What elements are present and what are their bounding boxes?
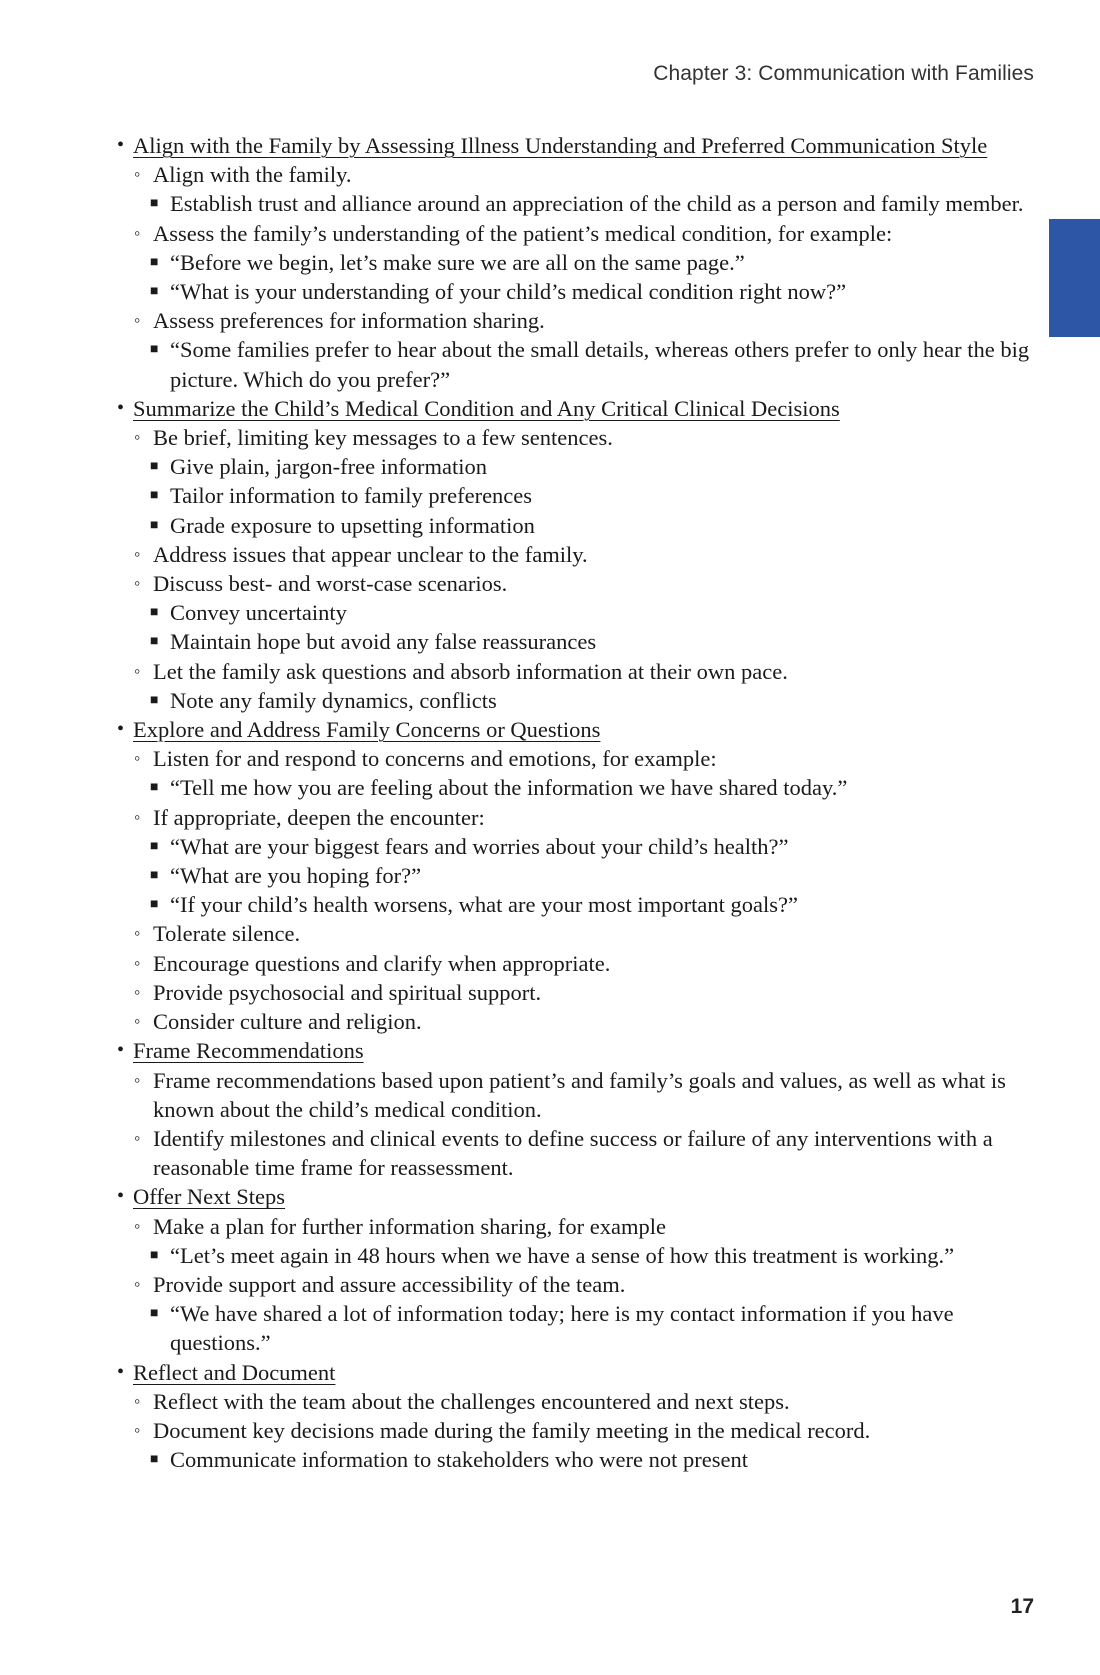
bullet-circle-icon: ◦ xyxy=(134,573,141,594)
list-item xyxy=(117,978,1034,1007)
list-item xyxy=(117,949,1034,978)
list-item xyxy=(117,219,1034,248)
bullet-circle-icon: ◦ xyxy=(134,427,141,448)
sub-list-item-text: “What are you hoping for?” xyxy=(170,863,422,889)
list-item-text: Make a plan for further information sharing, for example xyxy=(153,1213,666,1239)
sub-list-item xyxy=(117,598,1034,627)
list-item xyxy=(117,423,1034,452)
bullet-square-icon: ■ xyxy=(150,196,159,212)
bullet-circle-icon: ◦ xyxy=(134,222,141,243)
sub-list-item-text: “What is your understanding of your child’s medical condition right now?” xyxy=(170,279,847,305)
sub-list-item xyxy=(117,248,1034,277)
sub-list-item xyxy=(117,335,1034,393)
sub-list-item xyxy=(117,686,1034,715)
bullet-square-icon: ■ xyxy=(150,488,159,504)
list-item-text: Encourage questions and clarify when appropriate. xyxy=(153,950,611,976)
sub-list-item xyxy=(117,861,1034,890)
bullet-square-icon: ■ xyxy=(150,780,159,796)
list-item-text: Listen for and respond to concerns and emotions, for example: xyxy=(153,746,717,772)
bullet-square-icon: ■ xyxy=(150,1452,159,1468)
sub-list-item xyxy=(117,627,1034,656)
section-item xyxy=(117,1358,1034,1387)
list-item xyxy=(117,657,1034,686)
bullet-circle-icon: ◦ xyxy=(134,310,141,331)
list-item xyxy=(117,160,1034,189)
section-item xyxy=(117,1036,1034,1065)
list-item xyxy=(117,1124,1034,1182)
list-item xyxy=(117,1416,1034,1445)
sub-list-item-text: “Let’s meet again in 48 hours when we have a sense of how this treatment is working.” xyxy=(170,1242,955,1268)
sub-list-item-text: Communicate information to stakeholders who were not present xyxy=(170,1447,748,1473)
bullet-square-icon: ■ xyxy=(150,868,159,884)
bullet-square-icon: ■ xyxy=(150,634,159,650)
sub-list-item-text: Establish trust and alliance around an appreciation of the child as a person and family member. xyxy=(170,191,1024,217)
list-item-text: Reflect with the team about the challenges encountered and next steps. xyxy=(153,1388,790,1414)
sub-list-item xyxy=(117,1445,1034,1474)
sub-list-item-text: “Some families prefer to hear about the small details, whereas others prefer to only hear the big picture. Which do you prefer?” xyxy=(170,337,1030,392)
bullet-circle-icon: ◦ xyxy=(134,981,141,1002)
sub-list-item-text: Tailor information to family preferences xyxy=(170,483,533,509)
section-item xyxy=(117,131,1034,160)
list-item-text: Provide support and assure accessibility of the team. xyxy=(153,1271,626,1297)
sub-list-item-text: “What are your biggest fears and worries about your child’s health?” xyxy=(170,833,789,859)
section-heading: Align with the Family by Assessing Illness Understanding and Preferred Communication Style xyxy=(133,133,988,158)
sub-list-item xyxy=(117,452,1034,481)
section-heading: Explore and Address Family Concerns or Questions xyxy=(133,717,601,743)
sub-list-item-text: “We have shared a lot of information today; here is my contact information if you have questions.” xyxy=(170,1301,954,1356)
bullet-circle-icon: ◦ xyxy=(134,164,141,185)
document-body xyxy=(117,131,1034,1474)
list-item xyxy=(117,744,1034,773)
section-item xyxy=(117,394,1034,423)
list-item-text: Provide psychosocial and spiritual support. xyxy=(153,979,542,1005)
list-item xyxy=(117,1066,1034,1124)
sub-list-item-text: Convey uncertainty xyxy=(170,600,347,626)
list-item-text: Frame recommendations based upon patient’s and family’s goals and values, as well as what is known about the child’s medical condition. xyxy=(153,1067,1006,1122)
section-heading: Frame Recommendations xyxy=(133,1038,364,1064)
sub-list-item xyxy=(117,1299,1034,1357)
list-item xyxy=(117,569,1034,598)
bullet-square-icon: ■ xyxy=(150,838,159,854)
section-heading: Reflect and Document xyxy=(133,1359,336,1385)
bullet-square-icon: ■ xyxy=(150,897,159,913)
bullet-circle-icon: ◦ xyxy=(134,1069,141,1090)
list-item xyxy=(117,1212,1034,1241)
list-item-text: Let the family ask questions and absorb information at their own pace. xyxy=(153,658,788,684)
list-item-text: Identify milestones and clinical events to define success or failure of any interventions with a reasonable time frame for reassessment. xyxy=(153,1125,993,1181)
sub-list-item-text: Note any family dynamics, conflicts xyxy=(170,687,497,713)
sub-list-item xyxy=(117,773,1034,802)
list-item-text: Address issues that appear unclear to the family. xyxy=(153,541,588,567)
bullet-square-icon: ■ xyxy=(150,254,159,270)
bullet-dot-icon: • xyxy=(117,1185,125,1208)
bullet-square-icon: ■ xyxy=(150,342,159,358)
section-heading: Offer Next Steps xyxy=(133,1184,286,1210)
sub-list-item xyxy=(117,1241,1034,1270)
list-item-text: Consider culture and religion. xyxy=(153,1009,422,1035)
bullet-circle-icon: ◦ xyxy=(134,1390,141,1411)
bullet-dot-icon: • xyxy=(117,396,125,419)
bullet-dot-icon: • xyxy=(117,1039,125,1062)
list-item-text: Align with the family. xyxy=(153,162,352,188)
list-item-text: Tolerate silence. xyxy=(153,921,301,947)
bullet-square-icon: ■ xyxy=(150,1247,159,1263)
list-item-text: If appropriate, deepen the encounter: xyxy=(153,804,485,830)
list-item xyxy=(117,1387,1034,1416)
sub-list-item xyxy=(117,481,1034,510)
bullet-circle-icon: ◦ xyxy=(134,1273,141,1294)
bullet-square-icon: ■ xyxy=(150,1306,159,1322)
bullet-dot-icon: • xyxy=(117,134,125,156)
bullet-square-icon: ■ xyxy=(150,692,159,708)
sub-list-item xyxy=(117,890,1034,919)
list-item-text: Be brief, limiting key messages to a few sentences. xyxy=(153,425,613,451)
list-item xyxy=(117,306,1034,335)
bullet-circle-icon: ◦ xyxy=(134,1419,141,1440)
list-item-text: Discuss best- and worst-case scenarios. xyxy=(153,571,508,597)
sub-list-item-text: “If your child’s health worsens, what are your most important goals?” xyxy=(170,892,798,918)
bullet-circle-icon: ◦ xyxy=(134,660,141,681)
section-item xyxy=(117,1182,1034,1211)
sub-list-item-text: Maintain hope but avoid any false reassurances xyxy=(170,629,597,655)
bullet-circle-icon: ◦ xyxy=(134,1215,141,1236)
list-item-text: Assess the family’s understanding of the patient’s medical condition, for example: xyxy=(153,220,893,246)
bullet-square-icon: ■ xyxy=(150,517,159,533)
sub-list-item-text: Grade exposure to upsetting information xyxy=(170,512,535,538)
list-item xyxy=(117,1270,1034,1299)
bullet-circle-icon: ◦ xyxy=(134,952,141,973)
sub-list-item-text: “Tell me how you are feeling about the information we have shared today.” xyxy=(170,775,848,801)
page-number: 17 xyxy=(1010,1595,1034,1618)
section-item xyxy=(117,715,1034,744)
sub-list-item-text: “Before we begin, let’s make sure we are all on the same page.” xyxy=(170,249,745,275)
list-item xyxy=(117,540,1034,569)
bullet-dot-icon: • xyxy=(117,1360,125,1383)
bullet-dot-icon: • xyxy=(117,718,125,741)
section-heading: Summarize the Child’s Medical Condition and Any Critical Clinical Decisions xyxy=(133,395,840,421)
bullet-circle-icon: ◦ xyxy=(134,1011,141,1032)
bullet-circle-icon: ◦ xyxy=(134,806,141,827)
bullet-square-icon: ■ xyxy=(150,459,159,475)
sub-list-item-text: Give plain, jargon-free information xyxy=(170,454,487,480)
sub-list-item xyxy=(117,511,1034,540)
sub-list-item xyxy=(117,189,1034,218)
bullet-circle-icon: ◦ xyxy=(134,1127,141,1148)
list-item-text: Document key decisions made during the family meeting in the medical record. xyxy=(153,1417,871,1443)
bullet-circle-icon: ◦ xyxy=(134,748,141,769)
chapter-tab-marker xyxy=(1049,219,1100,337)
list-item xyxy=(117,919,1034,948)
list-item xyxy=(117,803,1034,832)
running-header: Chapter 3: Communication with Families xyxy=(653,62,1034,85)
bullet-square-icon: ■ xyxy=(150,284,159,300)
bullet-circle-icon: ◦ xyxy=(134,923,141,944)
sub-list-item xyxy=(117,832,1034,861)
list-item xyxy=(117,1007,1034,1036)
bullet-circle-icon: ◦ xyxy=(134,543,141,564)
sub-list-item xyxy=(117,277,1034,306)
bullet-square-icon: ■ xyxy=(150,605,159,621)
list-item-text: Assess preferences for information sharing. xyxy=(153,308,545,334)
